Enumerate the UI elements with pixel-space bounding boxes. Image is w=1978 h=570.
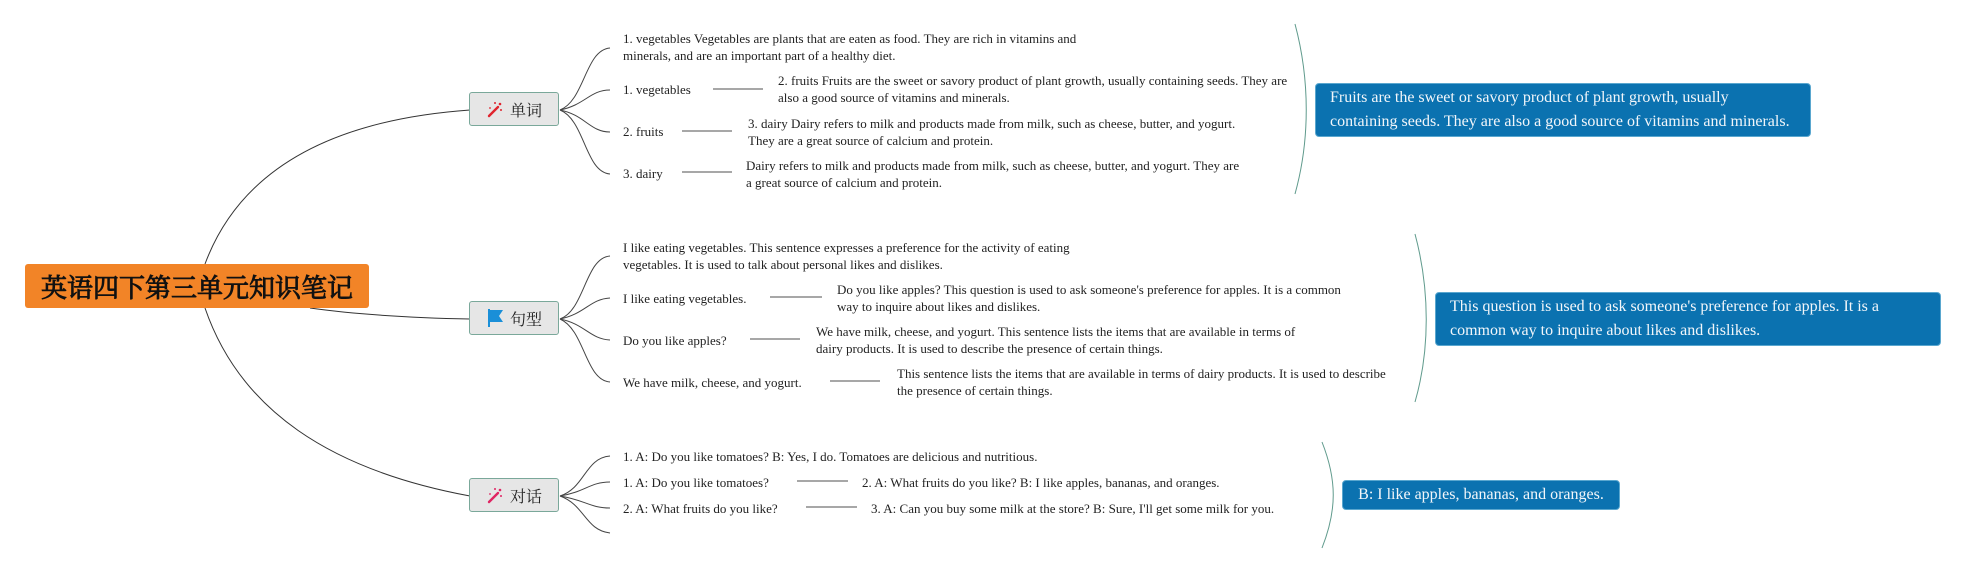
- node-text[interactable]: I like eating vegetables.: [623, 291, 747, 306]
- brace-dialogue: [1322, 442, 1333, 548]
- node-text[interactable]: 2. fruits: [623, 124, 664, 139]
- node-text[interactable]: 1. vegetables Vegetables are plants that are eaten as food. They are rich in vitamins and minerals, and are an important part of a healthy diet.: [623, 31, 1077, 63]
- branch-label: 对话: [509, 486, 542, 506]
- connector-root-sentences: [310, 308, 470, 319]
- detail-text[interactable]: 2. fruits Fruits are the sweet or savory product of plant growth, usually containing seeds. They are also a good source of vitamins and minerals.: [778, 73, 1288, 105]
- detail-text[interactable]: This sentence lists the items that are available in terms of dairy products. It is used to describe the presence of certain things.: [897, 366, 1386, 398]
- branch-sentences[interactable]: [469, 301, 559, 335]
- summary-text: B: I like apples, bananas, and oranges.: [1358, 486, 1604, 503]
- summary-callout-sentences[interactable]: [1435, 292, 1941, 346]
- summary-text: Fruits are the sweet or savory product of plant growth, usually containing seeds. They are also a good source of vitamins and minerals.: [1330, 89, 1790, 130]
- node-text[interactable]: 2. A: What fruits do you like?: [623, 501, 778, 516]
- node-text[interactable]: I like eating vegetables. This sentence expresses a preference for the activity of eating vegetables. It is used to talk about personal likes and dislikes.: [623, 240, 1070, 272]
- node-text[interactable]: 1. vegetables: [623, 82, 691, 97]
- summary-text: This question is used to ask someone's preference for apples. It is a common way to inquire about likes and dislikes.: [1450, 298, 1879, 339]
- node-text[interactable]: Do you like apples?: [623, 333, 727, 348]
- summary-callout-words[interactable]: [1315, 83, 1811, 137]
- connector-root-words: [205, 110, 470, 264]
- detail-text[interactable]: 3. dairy Dairy refers to milk and products made from milk, such as cheese, butter, and yogurt. They are a great source of calcium and protein.: [748, 116, 1236, 148]
- summary-callout-dialogue[interactable]: [1342, 480, 1620, 510]
- magic-wand-icon: [486, 100, 504, 118]
- magic-wand-icon: [486, 486, 504, 504]
- node-text[interactable]: 1. A: Do you like tomatoes?: [623, 475, 769, 490]
- branch-words[interactable]: [469, 92, 559, 126]
- node-text[interactable]: We have milk, cheese, and yogurt.: [623, 375, 802, 390]
- flag-icon: [486, 308, 504, 328]
- root-title: 英语四下第三单元知识笔记: [40, 273, 353, 304]
- branch-label: 单词: [509, 100, 542, 120]
- node-text[interactable]: 1. A: Do you like tomatoes? B: Yes, I do. Tomatoes are delicious and nutritious.: [623, 449, 1038, 464]
- branch-label: 句型: [509, 309, 542, 329]
- brace-sentences: [1415, 234, 1426, 402]
- brace-words: [1295, 24, 1306, 194]
- detail-text[interactable]: We have milk, cheese, and yogurt. This sentence lists the items that are available in terms of dairy products. It is used to describe the presence of certain things.: [816, 324, 1296, 356]
- detail-text[interactable]: Dairy refers to milk and products made from milk, such as cheese, butter, and yogurt. They are a great source of calcium and protein.: [746, 158, 1240, 190]
- node-text[interactable]: 3. dairy: [623, 166, 663, 181]
- detail-text[interactable]: 3. A: Can you buy some milk at the store? B: Sure, I'll get some milk for you.: [871, 501, 1275, 516]
- root-topic[interactable]: [25, 264, 369, 308]
- detail-text[interactable]: 2. A: What fruits do you like? B: I like apples, bananas, and oranges.: [862, 475, 1220, 490]
- connector-root-dialogue: [205, 308, 470, 496]
- detail-text[interactable]: Do you like apples? This question is used to ask someone's preference for apples. It is a common way to inquire about likes and dislikes.: [837, 282, 1341, 314]
- branch-dialogue[interactable]: [469, 478, 559, 512]
